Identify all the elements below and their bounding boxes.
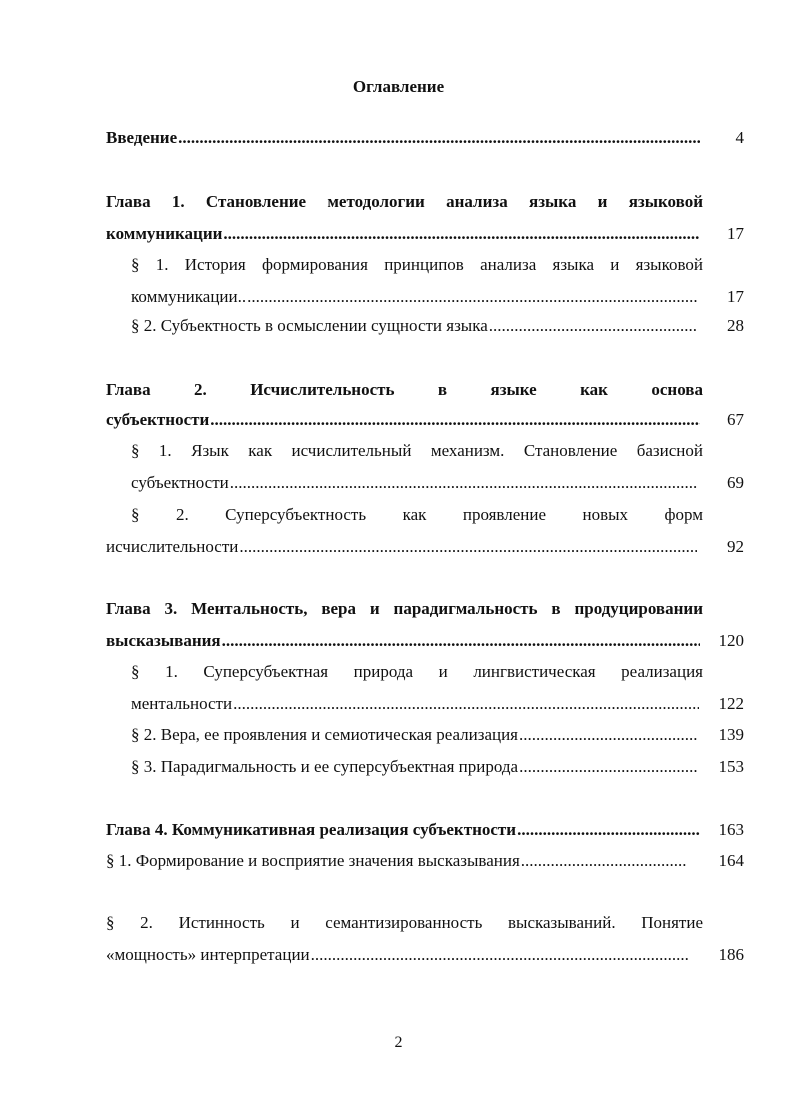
toc-ch2-s1-line2[interactable] [131,473,697,493]
toc-ch1-s2-label: § 2. Субъектность в осмыслении сущности языка [131,316,488,335]
toc-ch1-line2[interactable] [106,224,700,244]
toc-ch3-s2-page: 139 [718,725,744,744]
toc-ch4-s2-line1[interactable]: § 2. Истинность и семантизированность высказываний. Понятие [106,913,703,932]
toc-ch1-s1-label: коммуникации.. [131,287,247,306]
toc-ch2-s1-page: 69 [727,473,744,492]
toc-ch1-label: коммуникации [106,224,223,243]
toc-ch1-line1[interactable]: Глава 1. Становление методологии анализа языка и языковой [106,192,703,211]
toc-intro-page: 4 [735,128,744,147]
toc-ch2-s2-label: исчислительности [106,537,239,556]
toc-ch1-s2-page: 28 [727,316,744,335]
toc-ch4-label: Глава 4. Коммуникативная реализация субъектности [106,820,517,839]
toc-ch2-line1[interactable]: Глава 2. Исчислительность в языке как основа [106,380,703,399]
toc-ch3-s3-page: 153 [718,757,744,776]
toc-ch3-s1-line2[interactable] [131,694,699,714]
toc-ch4-s1-page: 164 [718,851,744,870]
toc-ch1-s1-line2[interactable] [131,287,697,307]
toc-ch4-page: 163 [718,820,744,839]
page-title: Оглавление [352,77,445,96]
toc-ch3-s3-label: § 3. Парадигмальность и ее суперсубъектная природа [131,757,519,776]
toc-ch3-s2[interactable] [131,725,697,745]
toc-ch1-s2[interactable] [131,316,697,336]
toc-ch3-s1-label: ментальности [131,694,233,713]
toc-ch2-s1-line1[interactable]: § 1. Язык как исчислительный механизм. Становление базисной [131,441,703,460]
toc-ch4-s1-label: § 1. Формирование и восприятие значения высказывания [106,851,520,870]
toc-ch4-s2-line2[interactable] [106,945,688,965]
toc-ch3-s1-line1[interactable]: § 1. Суперсубъектная природа и лингвистическая реализация [131,662,703,681]
toc-ch4-s2-label: «мощность» интерпретации [106,945,310,964]
toc-ch2-s1-label: субъектности [131,473,229,492]
toc-ch1-page: 17 [727,224,744,243]
toc-ch4-s2-page: 186 [718,945,744,964]
page-number: 2 [394,1034,403,1051]
toc-ch2-s2-line1[interactable]: § 2. Суперсубъектность как проявление новых форм [131,505,703,524]
toc-ch3-s2-label: § 2. Вера, ее проявления и семиотическая реализация [131,725,518,744]
toc-intro[interactable] [106,128,700,148]
toc-ch1-s1-page: 17 [727,287,744,306]
toc-ch2-s2-line2[interactable] [106,537,697,557]
toc-ch3-s1-page: 122 [718,694,744,713]
toc-ch4-s1[interactable] [106,851,686,871]
toc-ch3-label: высказывания [106,631,221,650]
toc-ch2-page: 67 [727,410,744,429]
toc-ch3-line1[interactable]: Глава 3. Ментальность, вера и парадигмальность в продуцировании [106,599,703,618]
toc-ch4[interactable] [106,820,700,840]
toc-ch3-s3[interactable] [131,757,697,777]
toc-ch2-label: субъектности [106,410,210,429]
toc-ch2-line2[interactable] [106,410,700,430]
toc-ch1-s1-line1[interactable]: § 1. История формирования принципов анализа языка и языковой [131,255,703,274]
toc-ch3-line2[interactable] [106,631,700,651]
toc-ch2-s2-page: 92 [727,537,744,556]
toc-intro-label: Введение [106,128,178,147]
toc-ch3-page: 120 [718,631,744,650]
